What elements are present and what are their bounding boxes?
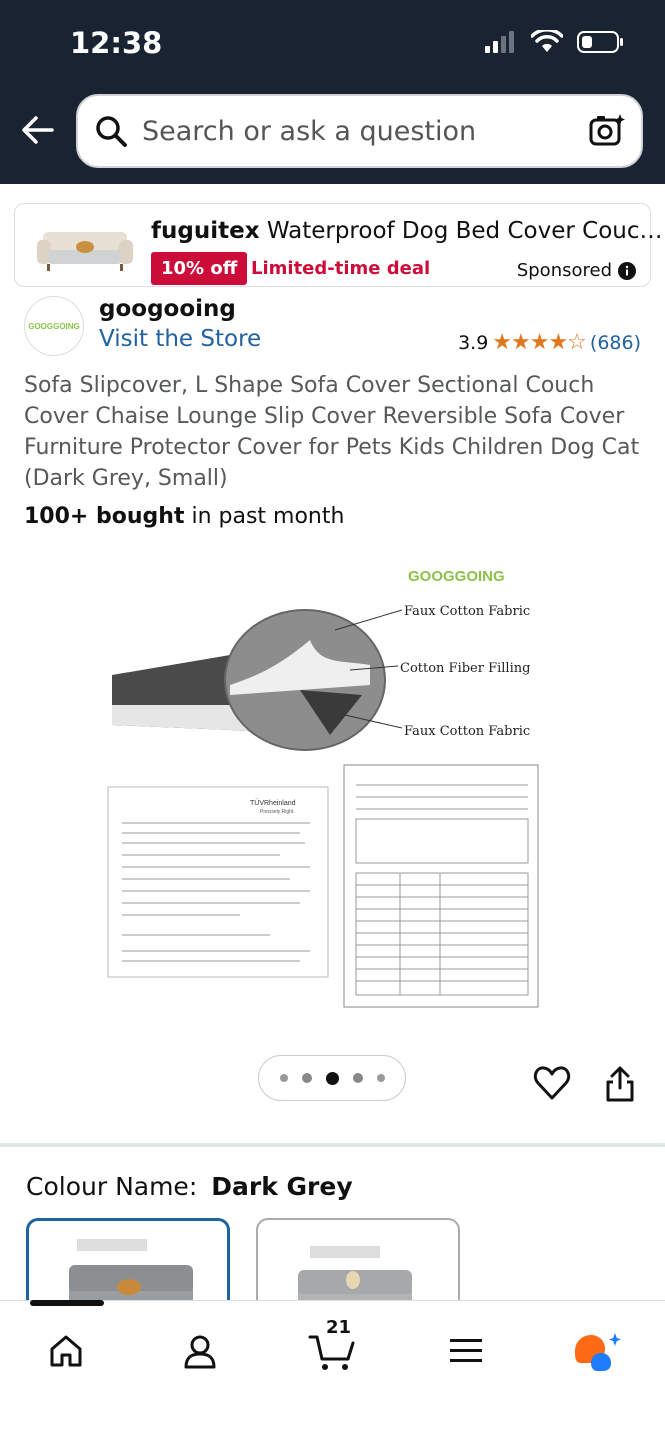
wishlist-heart-icon[interactable] xyxy=(533,1064,571,1102)
rating-count[interactable]: (686) xyxy=(589,331,641,354)
nav-account[interactable] xyxy=(172,1323,228,1379)
nav-rufus[interactable] xyxy=(570,1323,626,1379)
nav-cart[interactable] xyxy=(304,1323,360,1379)
bottom-navigation xyxy=(0,1300,665,1440)
rating-summary[interactable] xyxy=(458,330,641,355)
sponsored-title-text: Waterproof Dog Bed Cover Couc… xyxy=(266,218,663,244)
image-logo: GOOGGOING xyxy=(408,568,505,585)
sponsored-title xyxy=(151,218,662,244)
certificate-tagline: Precisely Right. xyxy=(260,809,295,815)
home-icon xyxy=(46,1331,86,1371)
colour-value: Dark Grey xyxy=(211,1172,353,1201)
certificate-brand: TÜVRheinland xyxy=(250,800,296,807)
search-bar[interactable] xyxy=(76,94,643,168)
status-time: 12:38 xyxy=(70,26,163,60)
ai-assistant-icon xyxy=(573,1329,623,1373)
image-label-middle: Cotton Fiber Filling xyxy=(400,661,531,676)
carousel-dot[interactable] xyxy=(302,1073,312,1083)
wifi-icon xyxy=(531,30,563,54)
section-divider xyxy=(0,1143,665,1147)
signal-icon xyxy=(483,30,517,54)
brand-logo-text: GOOGGOING xyxy=(28,321,80,331)
deal-text: Limited-time deal xyxy=(251,258,431,279)
product-title: Sofa Slipcover, L Shape Sofa Cover Sectional Couch Cover Chaise Lounge Slip Cover Reversible Sofa Cover Furniture Protector Cover for Pets Kids Children Dog Cat (Dark Grey, Small) xyxy=(24,373,640,491)
status-bar xyxy=(0,0,665,88)
search-input[interactable]: Search or ask a question xyxy=(142,116,477,147)
discount-badge: 10% off xyxy=(151,252,247,285)
back-button[interactable] xyxy=(20,112,60,152)
bought-info xyxy=(24,504,344,529)
menu-icon xyxy=(448,1336,484,1366)
carousel-dot-active[interactable] xyxy=(326,1072,339,1085)
camera-search-icon[interactable] xyxy=(587,110,627,150)
nav-home[interactable] xyxy=(38,1323,94,1379)
sponsored-banner[interactable] xyxy=(14,203,663,287)
sponsored-brand: fuguitex xyxy=(151,218,260,244)
brand-name[interactable]: googooing xyxy=(99,296,236,322)
battery-icon xyxy=(577,30,625,54)
sponsored-label-text: Sponsored xyxy=(516,260,612,281)
rating-stars: ★★★★☆ xyxy=(492,330,586,355)
status-icons xyxy=(483,30,625,54)
visit-store-link[interactable]: Visit the Store xyxy=(99,326,262,352)
image-carousel-dots[interactable] xyxy=(258,1055,406,1101)
rating-value: 3.9 xyxy=(458,331,489,354)
carousel-dot[interactable] xyxy=(353,1073,363,1083)
colour-label: Colour Name: xyxy=(26,1172,198,1201)
nav-menu[interactable] xyxy=(438,1323,494,1379)
brand-logo[interactable] xyxy=(24,296,84,356)
back-arrow-icon xyxy=(20,112,56,148)
share-icon[interactable] xyxy=(604,1064,636,1104)
nav-active-indicator xyxy=(30,1300,104,1306)
info-icon xyxy=(618,262,636,280)
carousel-dot[interactable] xyxy=(377,1074,385,1082)
cart-icon xyxy=(308,1329,356,1373)
carousel-dot[interactable] xyxy=(280,1074,288,1082)
account-icon xyxy=(180,1331,220,1371)
cart-count: 21 xyxy=(326,1317,352,1338)
top-header xyxy=(0,88,665,184)
bought-count: 100+ bought xyxy=(24,504,185,529)
search-icon xyxy=(94,114,130,150)
image-label-bottom: Faux Cotton Fabric xyxy=(404,724,531,739)
bought-rest: in past month xyxy=(184,504,345,529)
image-label-top: Faux Cotton Fabric xyxy=(404,604,531,619)
sponsored-product-image xyxy=(37,222,133,272)
product-image[interactable] xyxy=(100,555,570,1015)
sponsored-label[interactable] xyxy=(517,260,636,281)
colour-name-row xyxy=(26,1172,353,1201)
